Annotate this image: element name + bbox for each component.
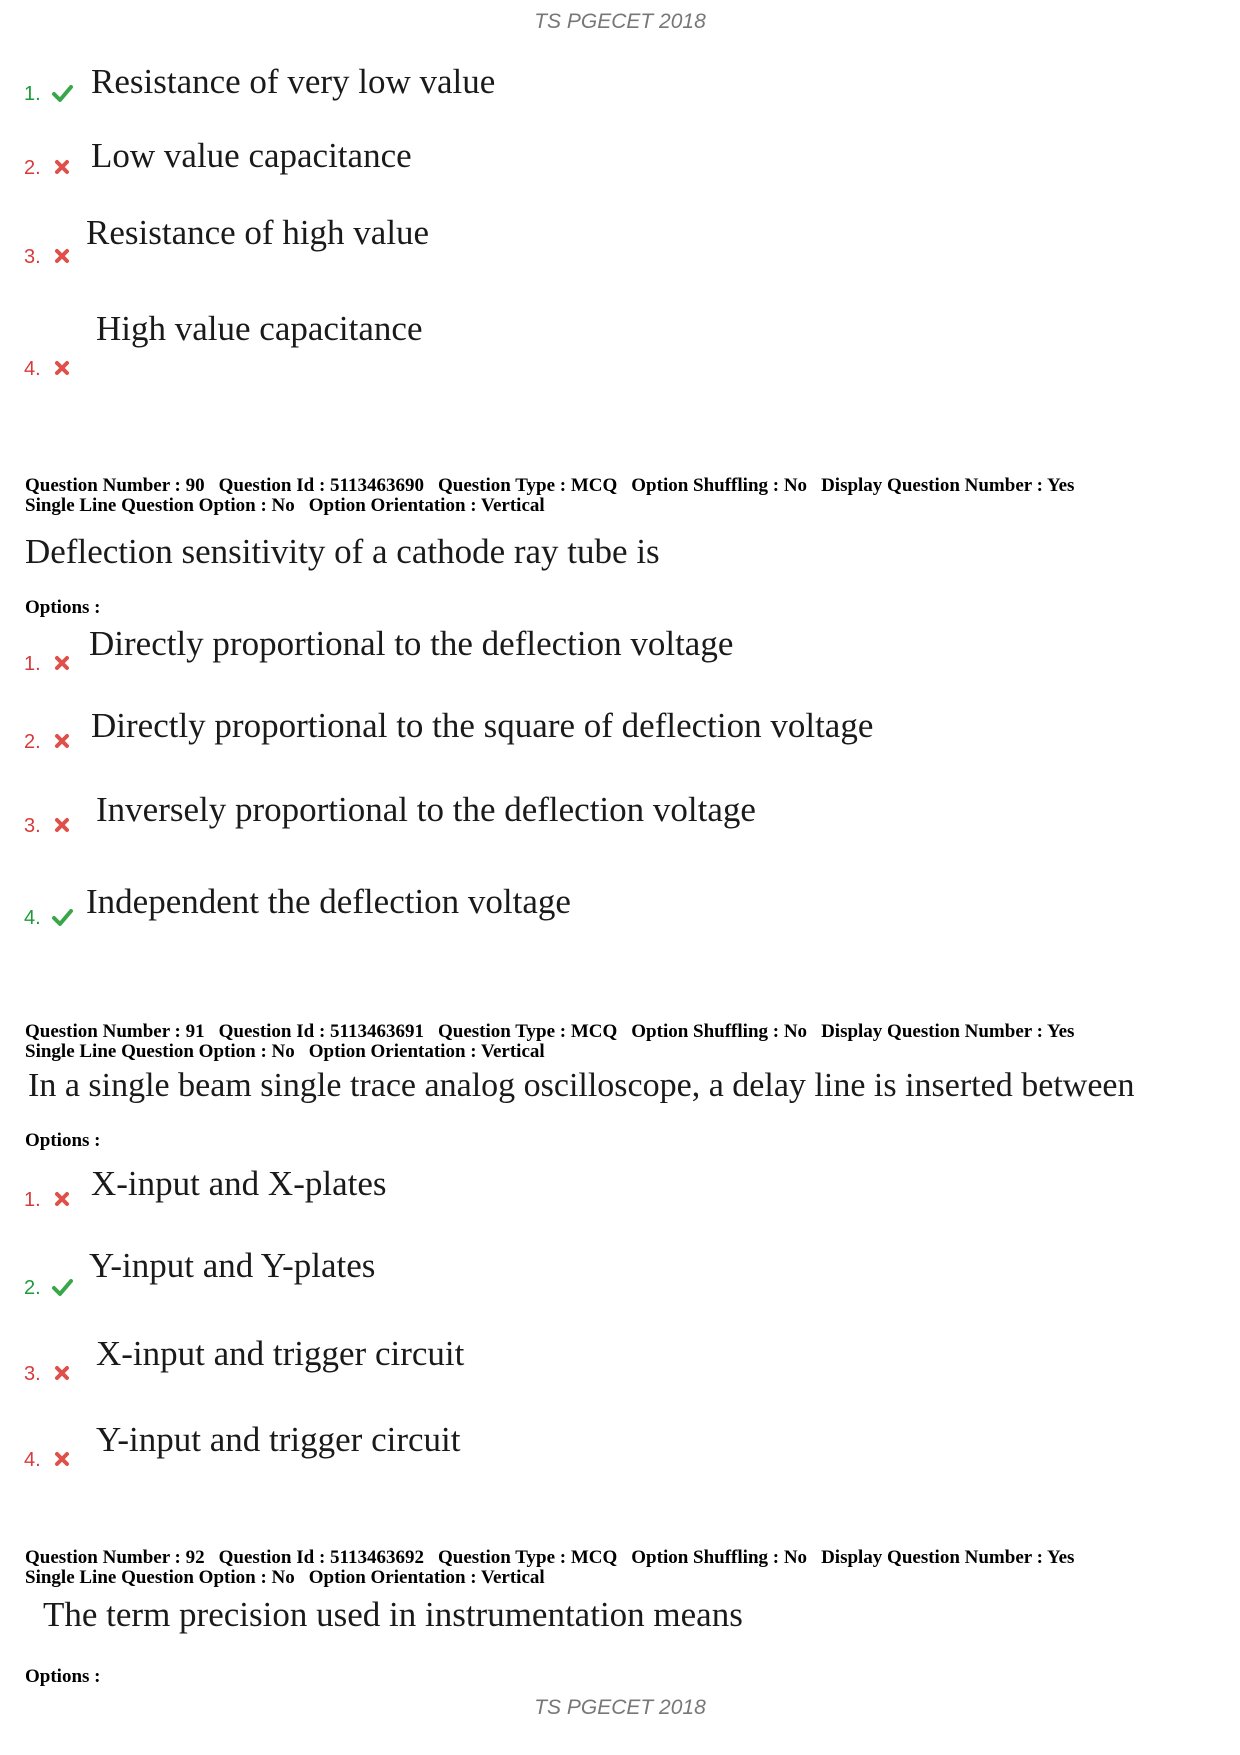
options-label: Options : xyxy=(25,597,101,618)
option-text: Independent the deflection voltage xyxy=(86,882,571,921)
cross-icon xyxy=(51,730,73,752)
question-text: The term precision used in instrumentation means xyxy=(43,1595,743,1634)
option-row xyxy=(0,784,1240,844)
option-text: Y-input and Y-plates xyxy=(89,1246,376,1285)
option-number: 1. xyxy=(24,1189,41,1211)
option-number: 4. xyxy=(24,358,41,380)
page-header: TS PGECET 2018 xyxy=(534,10,706,33)
question-text: Deflection sensitivity of a cathode ray tube is xyxy=(25,532,660,571)
option-text: Directly proportional to the square of deflection voltage xyxy=(91,706,874,745)
question-meta: Question Number : 92 Question Id : 5113463692 Question Type : MCQ Option Shuffling : No Display Question Number : Yes Single Line Question Option : No Option Orientation : Vertical xyxy=(25,1547,1075,1588)
option-text: X-input and trigger circuit xyxy=(96,1334,465,1373)
option-row xyxy=(0,52,1240,112)
option-text: Low value capacitance xyxy=(91,136,412,175)
question-meta: Question Number : 91 Question Id : 5113463691 Question Type : MCQ Option Shuffling : No Display Question Number : Yes Single Line Question Option : No Option Orientation : Vertical xyxy=(25,1021,1075,1062)
option-text: Resistance of very low value xyxy=(91,62,496,101)
option-number: 4. xyxy=(24,1449,41,1471)
question-text: In a single beam single trace analog oscilloscope, a delay line is inserted between xyxy=(28,1067,1135,1104)
cross-icon xyxy=(51,357,73,379)
option-number: 3. xyxy=(24,815,41,837)
option-text: Resistance of high value xyxy=(86,213,430,252)
option-row xyxy=(0,622,1240,682)
option-number: 2. xyxy=(24,1277,41,1299)
check-icon xyxy=(51,1276,73,1298)
option-number: 2. xyxy=(24,731,41,753)
option-row xyxy=(0,1158,1240,1218)
cross-icon xyxy=(51,652,73,674)
option-number: 1. xyxy=(24,653,41,675)
question-meta: Question Number : 90 Question Id : 5113463690 Question Type : MCQ Option Shuffling : No Display Question Number : Yes Single Line Question Option : No Option Orientation : Vertical xyxy=(25,475,1075,516)
option-number: 1. xyxy=(24,83,41,105)
option-number: 3. xyxy=(24,246,41,268)
option-row xyxy=(0,126,1240,186)
option-row xyxy=(0,1246,1240,1306)
option-text: Directly proportional to the deflection voltage xyxy=(89,624,734,663)
cross-icon xyxy=(51,1362,73,1384)
option-number: 3. xyxy=(24,1363,41,1385)
options-label: Options : xyxy=(25,1666,101,1687)
cross-icon xyxy=(51,245,73,267)
option-row xyxy=(0,1332,1240,1392)
cross-icon xyxy=(51,156,73,178)
option-row xyxy=(0,1418,1240,1478)
option-number: 2. xyxy=(24,157,41,179)
cross-icon xyxy=(51,1188,73,1210)
option-text: Inversely proportional to the deflection voltage xyxy=(96,790,756,829)
option-number: 4. xyxy=(24,907,41,929)
option-row xyxy=(0,309,1240,387)
option-row xyxy=(0,876,1240,936)
option-text: Y-input and trigger circuit xyxy=(96,1420,461,1459)
option-text: X-input and X-plates xyxy=(91,1164,387,1203)
option-text: High value capacitance xyxy=(96,309,423,348)
page-footer: TS PGECET 2018 xyxy=(534,1696,706,1719)
check-icon xyxy=(51,906,73,928)
option-row xyxy=(0,700,1240,760)
cross-icon xyxy=(51,814,73,836)
check-icon xyxy=(51,82,73,104)
option-row xyxy=(0,215,1240,275)
options-label: Options : xyxy=(25,1130,101,1151)
cross-icon xyxy=(51,1448,73,1470)
